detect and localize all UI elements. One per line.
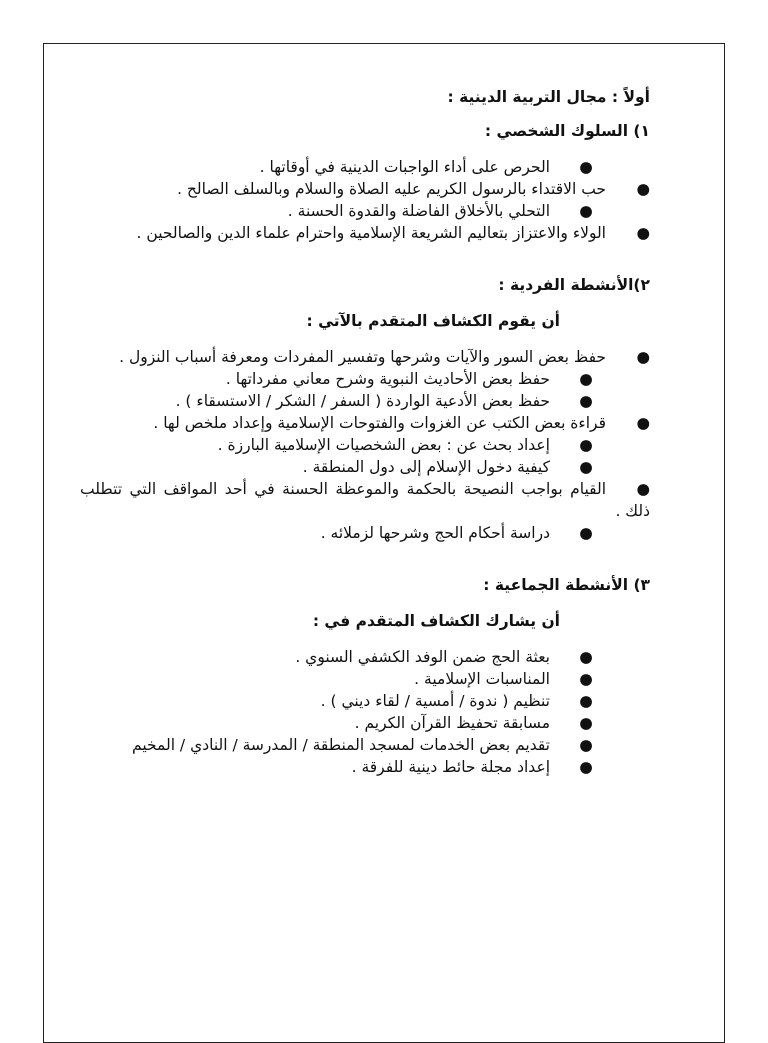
bullet-icon: ● xyxy=(579,158,593,176)
list-item: ●حفظ بعض السور والآيات وشرحها وتفسير المفردات ومعرفة أسباب النزول . xyxy=(119,348,650,366)
list-item: ●حفظ بعض الأحاديث النبوية وشرح معاني مفرداتها . xyxy=(225,370,593,388)
list-item: ●إعداد مجلة حائط دينية للفرقة . xyxy=(351,758,593,776)
bullet-icon: ● xyxy=(636,480,650,498)
bullet-icon: ● xyxy=(579,692,593,710)
list-item: ●مسابقة تحفيظ القرآن الكريم . xyxy=(354,714,593,732)
list-item: ●التحلي بالأخلاق الفاضلة والقدوة الحسنة . xyxy=(287,202,593,220)
section-title-personal-conduct: ١) السلوك الشخصي : xyxy=(484,122,650,140)
list-item: ●قراءة بعض الكتب عن الغزوات والفتوحات الإسلامية وإعداد ملخص لها . xyxy=(153,414,650,432)
document-body xyxy=(80,86,650,808)
list-item: ●دراسة أحكام الحج وشرحها لزملائه . xyxy=(320,524,593,542)
list-item: ●بعثة الحج ضمن الوفد الكشفي السنوي . xyxy=(295,648,593,666)
list-item: ●القيام بواجب النصيحة بالحكمة والموعظة الحسنة في أحد المواقف التي تتطلب ذلك . xyxy=(80,480,650,520)
bullet-icon: ● xyxy=(579,392,593,410)
list-item: ●تقديم بعض الخدمات لمسجد المنطقة / المدرسة / النادي / المخيم xyxy=(132,736,593,754)
bullet-icon: ● xyxy=(636,414,650,432)
list-item: ●حب الاقتداء بالرسول الكريم عليه الصلاة والسلام وبالسلف الصالح . xyxy=(177,180,650,198)
bullet-icon: ● xyxy=(579,524,593,542)
list-item: ●الحرص على أداء الواجبات الدينية في أوقاتها . xyxy=(259,158,593,176)
list-group-activities xyxy=(80,646,650,778)
bullet-icon: ● xyxy=(579,736,593,754)
list-personal-conduct xyxy=(80,156,650,244)
bullet-icon: ● xyxy=(579,670,593,688)
list-item: ●إعداد بحث عن : بعض الشخصيات الإسلامية البارزة . xyxy=(217,436,593,454)
list-item: ●كيفية دخول الإسلام إلى دول المنطقة . xyxy=(302,458,593,476)
section-subtitle-individual: أن يقوم الكشاف المتقدم بالآتي : xyxy=(306,312,560,330)
list-item: ●الولاء والاعتزاز بتعاليم الشريعة الإسلامية واحترام علماء الدين والصالحين . xyxy=(136,224,650,242)
bullet-icon: ● xyxy=(579,458,593,476)
bullet-icon: ● xyxy=(579,436,593,454)
list-item: ●المناسبات الإسلامية . xyxy=(414,670,593,688)
bullet-icon: ● xyxy=(579,370,593,388)
bullet-icon: ● xyxy=(579,714,593,732)
list-item: ●تنظيم ( ندوة / أمسية / لقاء ديني ) . xyxy=(320,692,593,710)
main-heading: أولاً : مجال التربية الدينية : xyxy=(447,88,650,106)
bullet-icon: ● xyxy=(579,758,593,776)
list-individual-activities xyxy=(80,346,650,544)
section-subtitle-group: أن يشارك الكشاف المتقدم في : xyxy=(312,612,560,630)
section-title-group-activities: ٣) الأنشطة الجماعية : xyxy=(483,576,650,594)
bullet-icon: ● xyxy=(579,648,593,666)
bullet-icon: ● xyxy=(636,180,650,198)
bullet-icon: ● xyxy=(636,348,650,366)
list-item: ●حفظ بعض الأدعية الواردة ( السفر / الشكر / الاستسقاء ) . xyxy=(175,392,593,410)
bullet-icon: ● xyxy=(579,202,593,220)
section-title-individual-activities: ٢)الأنشطة الفردية : xyxy=(498,276,650,294)
bullet-icon: ● xyxy=(636,224,650,242)
